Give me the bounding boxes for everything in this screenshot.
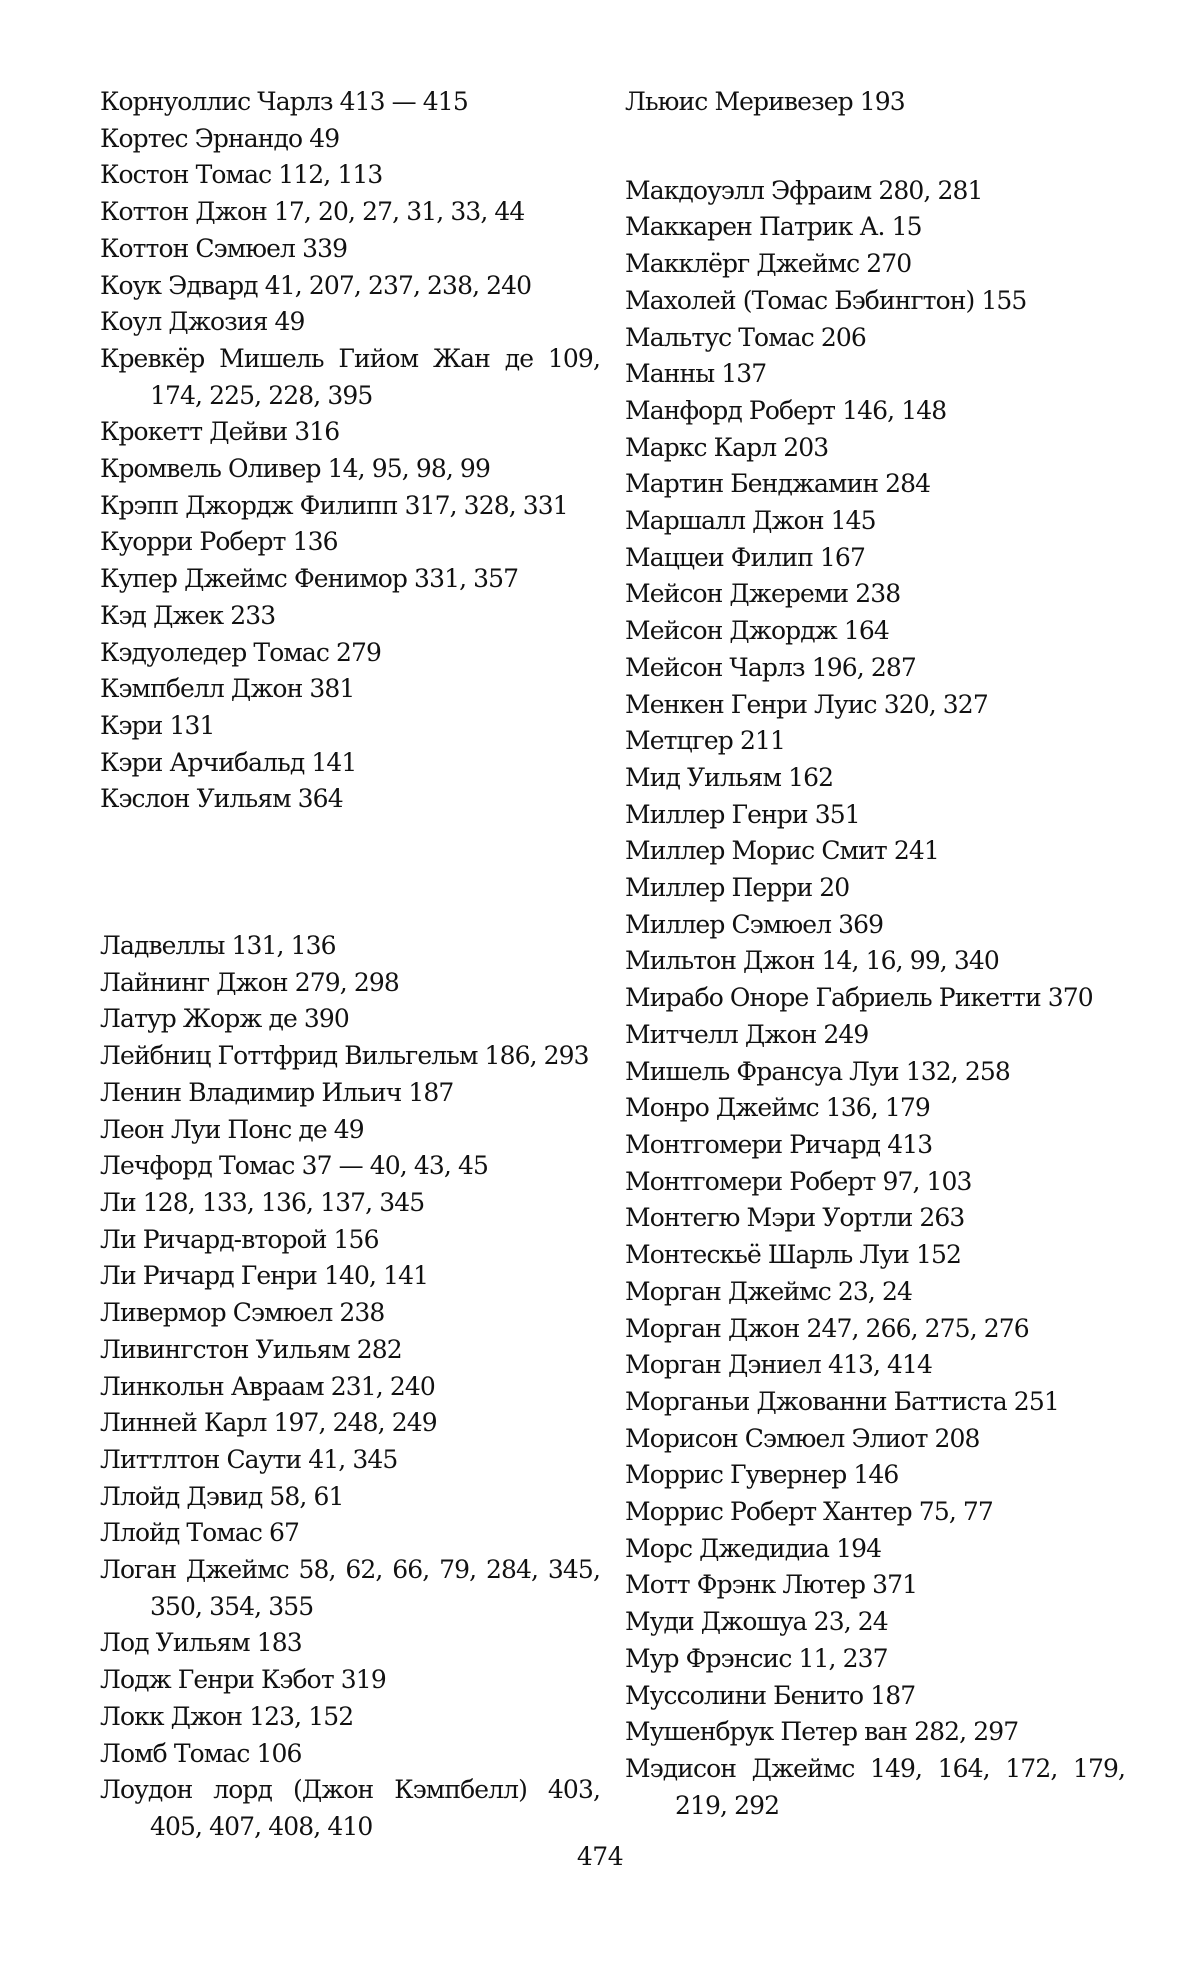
index-entry: Ллойд Томас 67 — [100, 1518, 300, 1548]
section-gap — [625, 121, 1125, 173]
index-entry: Моррис Гувернер 146 — [625, 1460, 899, 1490]
index-entry: Кэд Джек 233 — [100, 600, 276, 630]
index-entry: Ллойд Дэвид 58, 61 — [100, 1481, 344, 1511]
index-entry: Монтескьё Шарль Луи 152 — [625, 1240, 961, 1270]
index-entry: Леон Луи Понс де 49 — [100, 1114, 364, 1144]
index-entry: Мильтон Джон 14, 16, 99, 340 — [625, 946, 999, 976]
index-entry: Кэмпбелл Джон 381 — [100, 674, 355, 704]
index-entry: Кэслон Уильям 364 — [100, 784, 343, 814]
index-entry: Муди Джошуа 23, 24 — [625, 1607, 888, 1637]
index-entry: Маккарен Патрик А. 15 — [625, 212, 922, 242]
index-entry: Кэри Арчибальд 141 — [100, 747, 357, 777]
index-entry: Ливермор Сэмюел 238 — [100, 1298, 385, 1328]
index-entry: Костон Томас 112, 113 — [100, 160, 383, 190]
section-gap — [100, 818, 600, 928]
index-entry: Менкен Генри Луис 320, 327 — [625, 689, 988, 719]
index-entry: Кэри 131 — [100, 710, 215, 740]
index-entry: Муссолини Бенито 187 — [625, 1680, 916, 1710]
index-entry: Морисон Сэмюел Элиот 208 — [625, 1423, 980, 1453]
index-entry: Коук Эдвард 41, 207, 237, 238, 240 — [100, 270, 532, 300]
index-entry: Крокетт Дейви 316 — [100, 417, 340, 447]
index-entry: Лейбниц Готтфрид Вильгельм 186, 293 — [100, 1041, 589, 1071]
index-entry: Митчелл Джон 249 — [625, 1019, 869, 1049]
index-entry: Ли Ричард-второй 156 — [100, 1224, 379, 1254]
index-entry: Линкольн Авраам 231, 240 — [100, 1371, 435, 1401]
index-entry: Коул Джозия 49 — [100, 307, 305, 337]
index-entry: Монро Джеймс 136, 179 — [625, 1093, 930, 1123]
index-entry: Ломб Томас 106 — [100, 1738, 302, 1768]
index-entry: Кэдуоледер Томас 279 — [100, 637, 382, 667]
index-entry: Логан Джеймс 58, 62, 66, 79, 284, 345, 350, 354, 355 — [100, 1555, 600, 1621]
index-entry: Мальтус Томас 206 — [625, 322, 866, 352]
index-entry: Мейсон Чарлз 196, 287 — [625, 652, 916, 682]
index-group-k — [100, 84, 600, 818]
index-entry: Крэпп Джордж Филипп 317, 328, 331 — [100, 490, 568, 520]
index-entry: Мотт Фрэнк Лютер 371 — [625, 1570, 918, 1600]
index-entry: Лодж Генри Кэбот 319 — [100, 1665, 386, 1695]
index-entry: Маццеи Филип 167 — [625, 542, 865, 572]
index-entry: Коттон Сэмюел 339 — [100, 233, 348, 263]
index-entry: Мейсон Джордж 164 — [625, 616, 889, 646]
index-entry: Лечфорд Томас 37 — 40, 43, 45 — [100, 1151, 488, 1181]
index-entry: Маршалл Джон 145 — [625, 506, 876, 536]
index-entry: Монтгомери Ричард 413 — [625, 1129, 933, 1159]
index-entry: Миллер Генри 351 — [625, 799, 860, 829]
index-entry: Монтгомери Роберт 97, 103 — [625, 1166, 972, 1196]
right-index-column — [625, 84, 1125, 1824]
index-entry: Миллер Перри 20 — [625, 873, 850, 903]
index-entry: Латур Жорж де 390 — [100, 1004, 349, 1034]
index-entry: Морс Джедидиа 194 — [625, 1533, 882, 1563]
index-entry: Лоудон лорд (Джон Кэмпбелл) 403, 405, 407, 408, 410 — [100, 1775, 600, 1841]
index-entry: Мирабо Оноре Габриель Рикетти 370 — [625, 983, 1093, 1013]
index-entry: Морган Джеймс 23, 24 — [625, 1276, 912, 1306]
index-entry: Морганьи Джованни Баттиста 251 — [625, 1386, 1059, 1416]
index-entry: Мур Фрэнсис 11, 237 — [625, 1643, 888, 1673]
left-index-column — [100, 84, 600, 1846]
index-entry: Мэдисон Джеймс 149, 164, 172, 179, 219, 292 — [625, 1753, 1125, 1820]
index-entry: Лод Уильям 183 — [100, 1628, 302, 1658]
index-entry: Мартин Бенджамин 284 — [625, 469, 931, 499]
index-entry: Махолей (Томас Бэбингтон) 155 — [625, 285, 1027, 315]
index-group-m — [625, 173, 1125, 1825]
index-entry: Купер Джеймс Фенимор 331, 357 — [100, 564, 519, 594]
index-entry: Миллер Сэмюел 369 — [625, 909, 884, 939]
index-group-l-continued — [625, 84, 1125, 121]
index-entry: Мишель Франсуа Луи 132, 258 — [625, 1056, 1010, 1086]
index-entry: Монтегю Мэри Уортли 263 — [625, 1203, 965, 1233]
index-entry: Лайнинг Джон 279, 298 — [100, 967, 399, 997]
page-number: 474 — [576, 1842, 624, 1871]
index-group-l — [100, 928, 600, 1846]
index-entry: Мейсон Джереми 238 — [625, 579, 901, 609]
index-entry: Кромвель Оливер 14, 95, 98, 99 — [100, 454, 490, 484]
index-entry: Коттон Джон 17, 20, 27, 31, 33, 44 — [100, 197, 525, 227]
index-entry: Мушенбрук Петер ван 282, 297 — [625, 1717, 1019, 1747]
index-entry: Маркс Карл 203 — [625, 432, 829, 462]
index-entry: Макклёрг Джеймс 270 — [625, 249, 912, 279]
index-entry: Ливингстон Уильям 282 — [100, 1334, 402, 1364]
index-entry: Ли 128, 133, 136, 137, 345 — [100, 1187, 425, 1217]
index-entry: Манны 137 — [625, 359, 767, 389]
index-entry: Морган Дэниел 413, 414 — [625, 1350, 933, 1380]
index-entry: Ли Ричард Генри 140, 141 — [100, 1261, 429, 1291]
index-entry: Морган Джон 247, 266, 275, 276 — [625, 1313, 1029, 1343]
index-entry: Миллер Морис Смит 241 — [625, 836, 939, 866]
index-entry: Ленин Владимир Ильич 187 — [100, 1077, 454, 1107]
index-entry: Линней Карл 197, 248, 249 — [100, 1408, 437, 1438]
index-entry: Кортес Эрнандо 49 — [100, 123, 340, 153]
index-entry: Метцгер 211 — [625, 726, 785, 756]
index-entry: Мид Уильям 162 — [625, 762, 834, 792]
index-entry: Литтлтон Саути 41, 345 — [100, 1444, 398, 1474]
index-entry: Макдоуэлл Эфраим 280, 281 — [625, 175, 983, 205]
index-entry: Кревкёр Мишель Гийом Жан де 109, 174, 225, 228, 395 — [100, 343, 600, 410]
index-entry: Корнуоллис Чарлз 413 — 415 — [100, 87, 468, 116]
index-entry: Ладвеллы 131, 136 — [100, 931, 336, 961]
index-entry: Моррис Роберт Хантер 75, 77 — [625, 1497, 993, 1527]
index-entry: Манфорд Роберт 146, 148 — [625, 395, 947, 425]
index-entry: Льюис Меривезер 193 — [625, 87, 905, 116]
index-entry: Локк Джон 123, 152 — [100, 1701, 354, 1731]
index-entry: Куорри Роберт 136 — [100, 527, 338, 557]
